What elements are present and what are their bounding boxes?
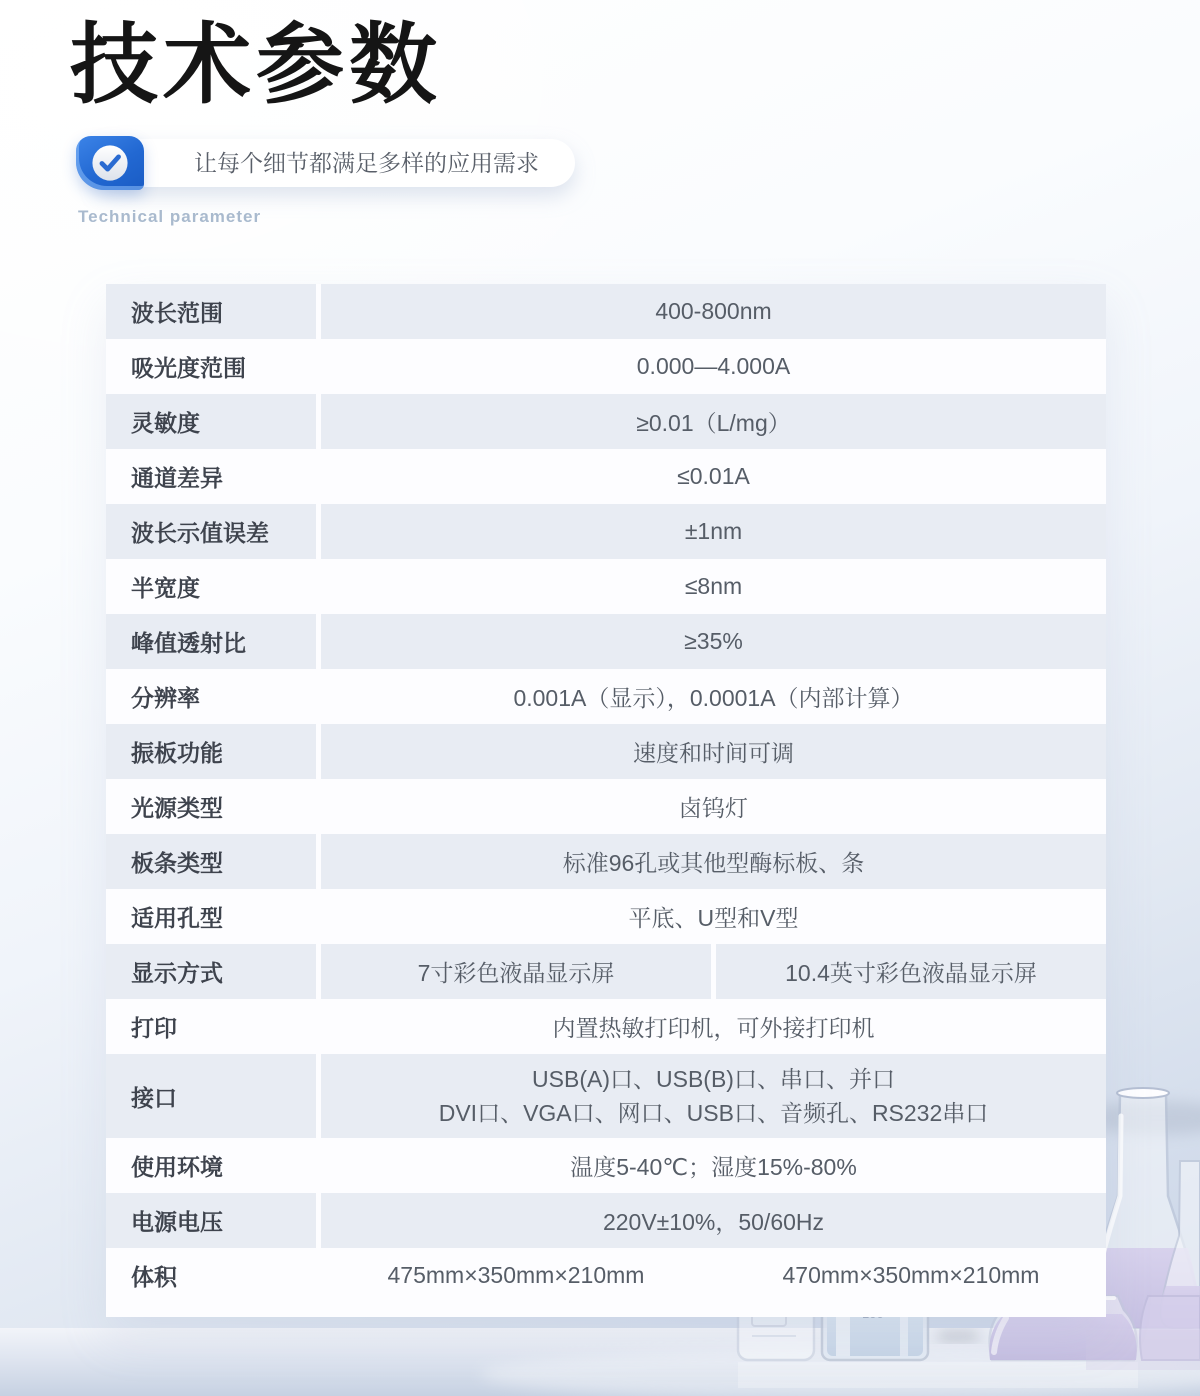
spec-label: 振板功能 xyxy=(106,724,316,779)
badge-chip xyxy=(76,136,144,190)
table-row xyxy=(106,1248,1106,1303)
spec-label: 灵敏度 xyxy=(106,394,316,449)
spec-label: 接口 xyxy=(106,1054,316,1138)
spec-value-line: DVI口、VGA口、网口、USB口、音频孔、RS232串口 xyxy=(438,1100,989,1126)
spec-label: 电源电压 xyxy=(106,1193,316,1248)
badge-pill: 让每个细节都满足多样的应用需求 xyxy=(100,139,575,187)
spec-value: 0.001A（显示），0.0001A（内部计算） xyxy=(513,685,914,711)
spec-value: 475mm×350mm×210mm xyxy=(387,1262,645,1288)
feature-badge xyxy=(76,136,546,190)
spec-value: 400-800nm xyxy=(321,284,1106,339)
spec-label: 板条类型 xyxy=(106,834,316,889)
spec-label: 通道差异 xyxy=(131,465,223,491)
subtitle: Technical parameter xyxy=(78,207,262,226)
table-row xyxy=(106,559,1106,614)
table-row xyxy=(106,504,1106,559)
spec-table xyxy=(106,284,1106,1317)
spec-value xyxy=(321,1054,1106,1138)
spec-label: 峰值透射比 xyxy=(106,614,316,669)
check-icon xyxy=(91,144,129,182)
table-row xyxy=(106,1054,1106,1138)
spec-value: ≤8nm xyxy=(684,573,743,599)
spec-rows xyxy=(106,284,1106,1303)
table-row xyxy=(106,1138,1106,1193)
spec-value: ≥0.01（L/mg） xyxy=(321,394,1106,449)
table-row xyxy=(106,614,1106,669)
spec-value: ±1nm xyxy=(321,504,1106,559)
spec-value: ≥35% xyxy=(321,614,1106,669)
table-row xyxy=(106,339,1106,394)
page-title: 技术参数 xyxy=(70,18,443,115)
spec-value: ≤0.01A xyxy=(677,463,750,489)
spec-label: 光源类型 xyxy=(131,795,223,821)
spec-value: 速度和时间可调 xyxy=(321,724,1106,779)
spec-value: 10.4英寸彩色液晶显示屏 xyxy=(716,944,1106,999)
spec-value: 平底、U型和V型 xyxy=(628,905,799,931)
spec-label: 体积 xyxy=(131,1264,177,1290)
table-row xyxy=(106,1193,1106,1248)
table-row xyxy=(106,889,1106,944)
table-row xyxy=(106,449,1106,504)
spec-label: 半宽度 xyxy=(131,575,200,601)
table-row xyxy=(106,284,1106,339)
table-row xyxy=(106,669,1106,724)
table-row xyxy=(106,779,1106,834)
spec-label: 波长范围 xyxy=(106,284,316,339)
table-row xyxy=(106,724,1106,779)
spec-value: 标准96孔或其他型酶标板、条 xyxy=(321,834,1106,889)
spec-value: 内置热敏打印机，可外接打印机 xyxy=(552,1015,875,1041)
spec-label: 吸光度范围 xyxy=(131,355,246,381)
spec-label: 分辨率 xyxy=(131,685,200,711)
spec-label: 波长示值误差 xyxy=(106,504,316,559)
spec-label: 显示方式 xyxy=(106,944,316,999)
spec-value-line: USB(A)口、USB(B)口、串口、并口 xyxy=(532,1066,895,1092)
table-row xyxy=(106,944,1106,999)
spec-value: 220V±10%，50/60Hz xyxy=(321,1193,1106,1248)
spec-value: 0.000—4.000A xyxy=(636,353,791,379)
table-row xyxy=(106,834,1106,889)
spec-value: 470mm×350mm×210mm xyxy=(782,1262,1040,1288)
spec-label: 适用孔型 xyxy=(131,905,223,931)
spec-label: 打印 xyxy=(131,1015,177,1041)
spec-label: 使用环境 xyxy=(131,1154,223,1180)
spec-value: 温度5-40℃；湿度15%-80% xyxy=(570,1154,857,1180)
table-row xyxy=(106,999,1106,1054)
spec-value: 卤钨灯 xyxy=(679,795,748,821)
spec-value: 7寸彩色液晶显示屏 xyxy=(321,944,711,999)
table-row xyxy=(106,394,1106,449)
